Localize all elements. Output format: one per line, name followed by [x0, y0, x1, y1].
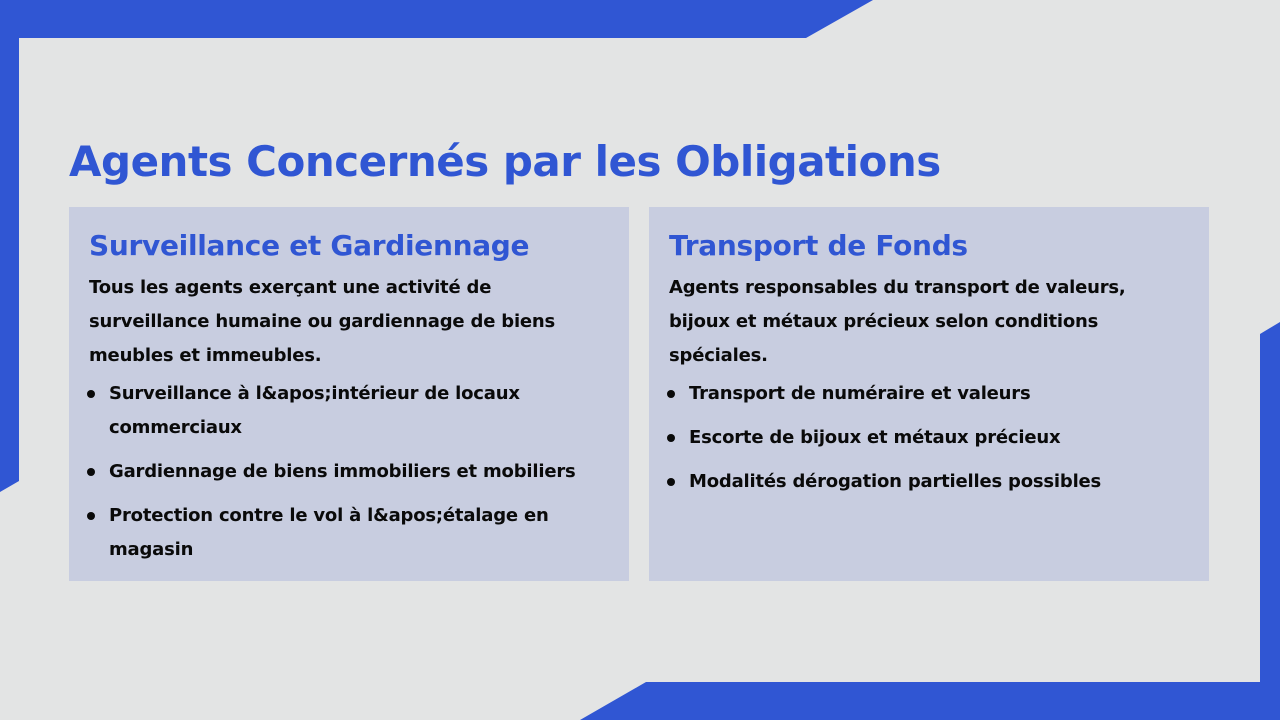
- card-surveillance: [69, 207, 629, 581]
- bullet-icon: [87, 390, 95, 398]
- card-title: Surveillance et Gardiennage: [89, 229, 530, 262]
- list-item-text: Modalités dérogation partielles possibles: [689, 471, 1102, 492]
- bullet-icon: [667, 478, 675, 486]
- list-item-text: Gardiennage de biens immobiliers et mobiliers: [109, 461, 576, 482]
- card-transport: [649, 207, 1209, 581]
- list-item: [89, 499, 609, 567]
- card-description: Agents responsables du transport de valeurs, bijoux et métaux précieux selon conditions spéciales.: [669, 277, 1126, 366]
- list-item-text: Transport de numéraire et valeurs: [689, 383, 1031, 404]
- list-item: [669, 465, 1189, 499]
- list-item: [89, 455, 609, 489]
- bullet-icon: [87, 468, 95, 476]
- bullet-icon: [87, 512, 95, 520]
- card-title: Transport de Fonds: [669, 229, 968, 262]
- list-item-text: Protection contre le vol à l&apos;étalage en magasin: [109, 505, 549, 560]
- list-item: [89, 377, 609, 445]
- bullet-list: [669, 377, 1189, 499]
- card-description: Tous les agents exerçant une activité de surveillance humaine ou gardiennage de biens meubles et immeubles.: [89, 277, 556, 366]
- list-item-text: Escorte de bijoux et métaux précieux: [689, 427, 1061, 448]
- bullet-icon: [667, 390, 675, 398]
- bullet-icon: [667, 434, 675, 442]
- bullet-list: [89, 377, 609, 567]
- list-item: [669, 421, 1189, 455]
- slide-title: Agents Concernés par les Obligations: [69, 137, 941, 186]
- list-item: [669, 377, 1189, 411]
- list-item-text: Surveillance à l&apos;intérieur de locaux commerciaux: [109, 383, 520, 438]
